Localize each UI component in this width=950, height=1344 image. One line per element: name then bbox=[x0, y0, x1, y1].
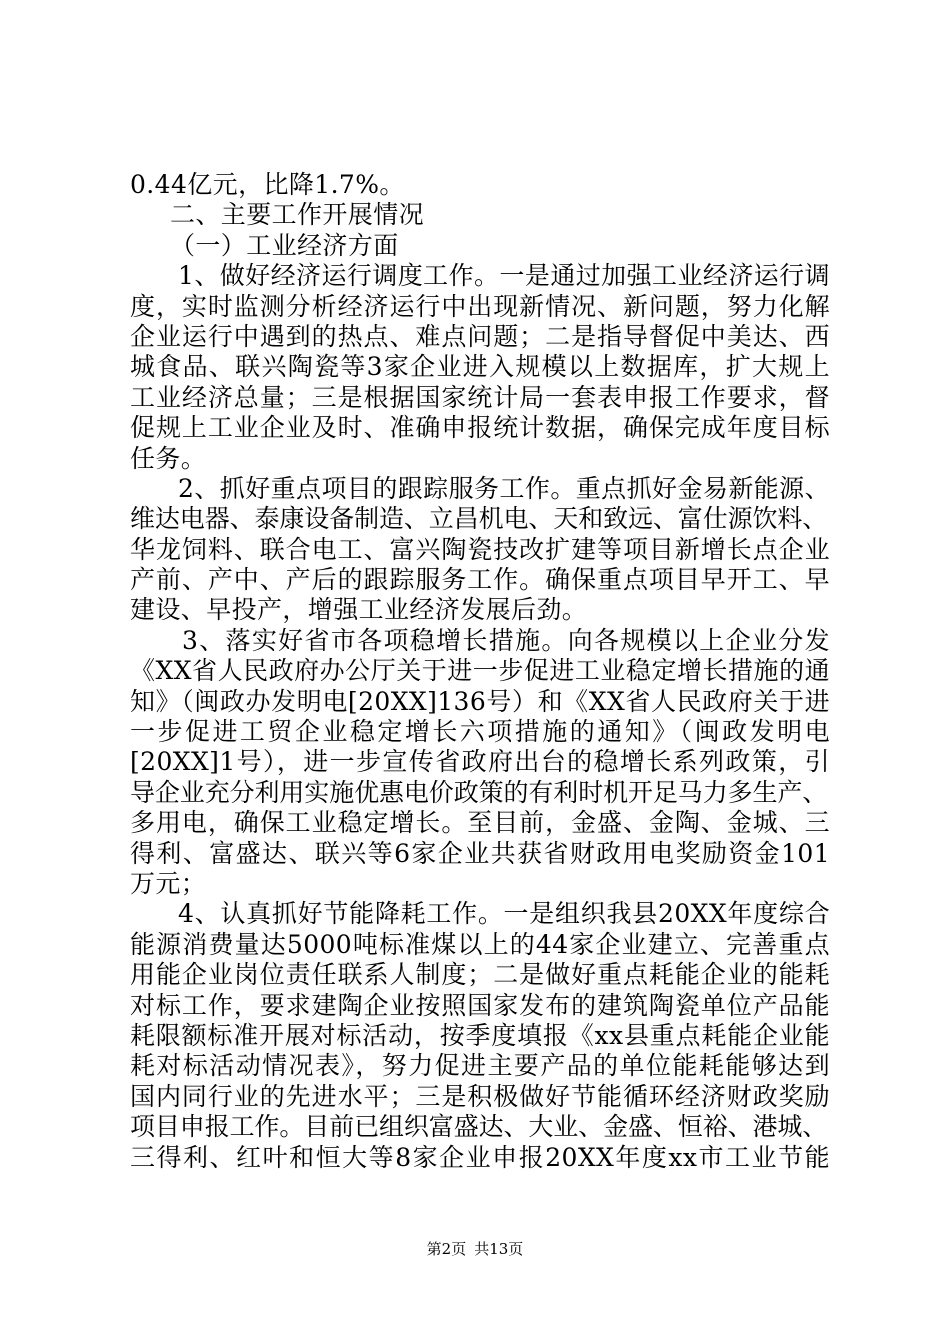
text-line: 用能企业岗位责任联系人制度；二是做好重点耗能企业的能耗 bbox=[130, 960, 830, 990]
text-line: 万元； bbox=[130, 868, 207, 898]
text-line: 任务。 bbox=[130, 443, 207, 473]
text-line: 国内同行业的先进水平；三是积极做好节能循环经济财政奖励 bbox=[130, 1081, 830, 1111]
text-line: （一）工业经济方面 bbox=[170, 230, 399, 260]
text-line: 《XX省人民政府办公厅关于进一步促进工业稳定增长措施的通 bbox=[130, 656, 830, 686]
text-line: 耗限额标准开展对标活动，按季度填报《xx县重点耗能企业能 bbox=[130, 1020, 830, 1050]
page-footer bbox=[0, 1239, 950, 1259]
text-line: 项目申报工作。目前已组织富盛达、大业、金盛、恒裕、港城、 bbox=[130, 1112, 828, 1142]
text-line: 企业运行中遇到的热点、难点问题；二是指导督促中美达、西 bbox=[130, 321, 830, 351]
text-line: [20XX]1号），进一步宣传省政府出台的稳增长系列政策，引 bbox=[130, 747, 830, 777]
document-body bbox=[130, 170, 830, 1173]
text-line: 能源消费量达5000吨标准煤以上的44家企业建立、完善重点 bbox=[130, 929, 830, 959]
text-line: 华龙饲料、联合电工、富兴陶瓷技改扩建等项目新增长点企业 bbox=[130, 534, 830, 564]
text-line: 知》（闽政办发明电[20XX]136号）和《XX省人民政府关于进 bbox=[130, 686, 830, 716]
text-line: 耗对标活动情况表》，努力促进主要产品的单位能耗能够达到 bbox=[130, 1051, 830, 1081]
text-line: 产前、产中、产后的跟踪服务工作。确保重点项目早开工、早 bbox=[130, 565, 830, 595]
text-line: 城食品、联兴陶瓷等3家企业进入规模以上数据库，扩大规上 bbox=[130, 352, 830, 382]
text-line: 2、抓好重点项目的跟踪服务工作。重点抓好金易新能源、 bbox=[178, 473, 830, 503]
text-line: 1、做好经济运行调度工作。一是通过加强工业经济运行调 bbox=[178, 261, 830, 291]
text-line: 三得利、红叶和恒大等8家企业申报20XX年度xx市工业节能 bbox=[130, 1142, 830, 1172]
text-line: 建设、早投产，增强工业经济发展后劲。 bbox=[130, 595, 588, 625]
text-line: 促规上工业企业及时、准确申报统计数据，确保完成年度目标 bbox=[130, 413, 830, 443]
page-number: 第2页 bbox=[426, 1240, 467, 1258]
text-line: 对标工作，要求建陶企业按照国家发布的建筑陶瓷单位产品能 bbox=[130, 990, 830, 1020]
text-line: 多用电，确保工业稳定增长。至目前，金盛、金陶、金城、三 bbox=[130, 808, 830, 838]
text-line: 0.44亿元，比降1.7%。 bbox=[130, 170, 405, 199]
page-total: 共13页 bbox=[474, 1240, 524, 1258]
text-line: 维达电器、泰康设备制造、立昌机电、天和致远、富仕源饮料、 bbox=[130, 504, 828, 534]
text-line: 得利、富盛达、联兴等6家企业共获省财政用电奖励资金101 bbox=[130, 838, 830, 868]
text-line: 4、认真抓好节能降耗工作。一是组织我县20XX年度综合 bbox=[178, 899, 830, 929]
text-line: 工业经济总量；三是根据国家统计局一套表申报工作要求，督 bbox=[130, 382, 830, 412]
text-line: 二、主要工作开展情况 bbox=[170, 200, 425, 230]
text-line: 导企业充分利用实施优惠电价政策的有利时机开足马力多生产、 bbox=[130, 777, 828, 807]
text-line: 一步促进工贸企业稳定增长六项措施的通知》（闽政发明电 bbox=[130, 717, 830, 747]
text-line: 3、落实好省市各项稳增长措施。向各规模以上企业分发 bbox=[182, 625, 830, 655]
text-line: 度，实时监测分析经济运行中出现新情况、新问题，努力化解 bbox=[130, 291, 830, 321]
